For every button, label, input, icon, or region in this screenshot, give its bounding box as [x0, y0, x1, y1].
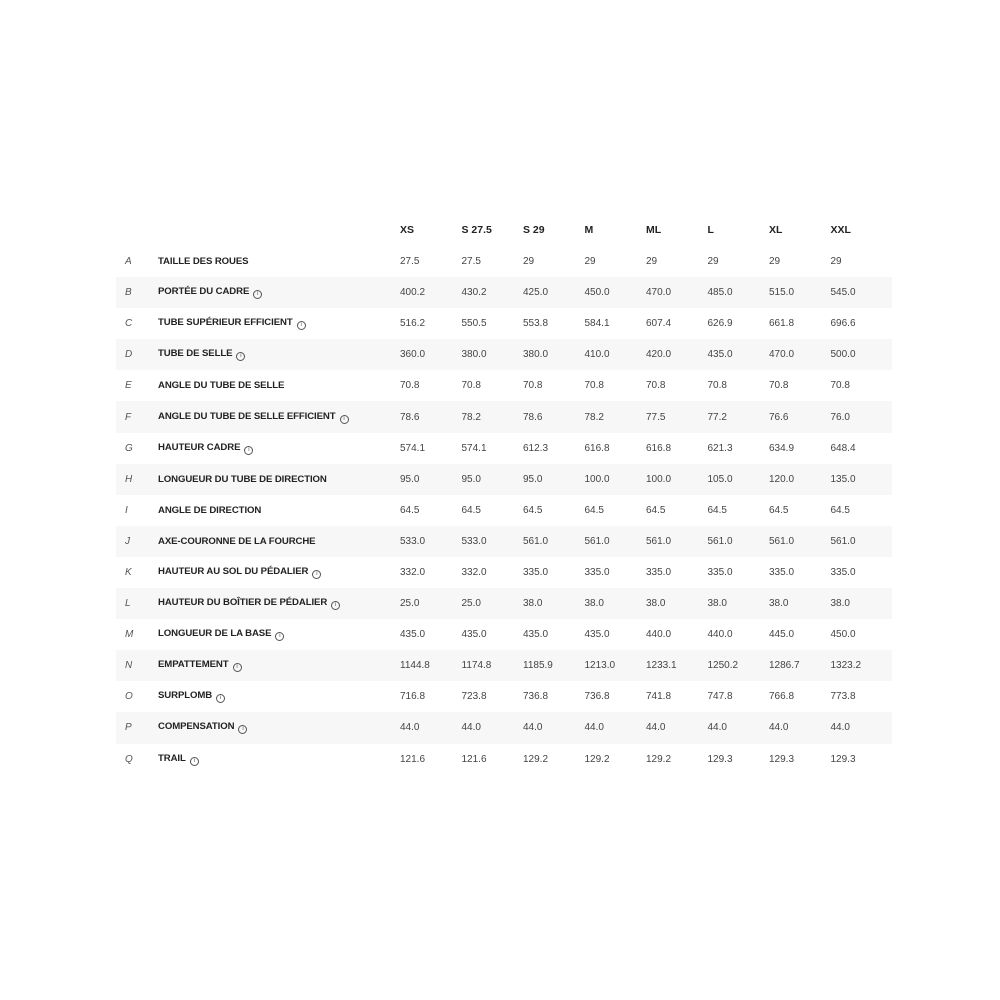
value-cell: 420.0 [646, 339, 708, 370]
table-row [116, 246, 892, 277]
value-cell: 561.0 [646, 526, 708, 557]
value-cell: 550.5 [461, 318, 487, 330]
value-cell: 121.6 [461, 753, 487, 765]
value-cell: 607.4 [646, 318, 672, 330]
value-cell: 44.0 [400, 712, 462, 743]
row-label: HAUTEUR AU SOL DU PÉDALIER [158, 565, 309, 577]
value-cell: 29 [523, 256, 535, 268]
row-letter: D [116, 339, 158, 370]
value-cell: 736.8 [523, 691, 549, 703]
row-label: ANGLE DE DIRECTION [158, 504, 262, 516]
value-cell: 64.5 [646, 504, 666, 516]
info-icon[interactable]: i [236, 352, 245, 361]
value-cell: 76.6 [769, 401, 831, 432]
value-cell: 561.0 [523, 526, 585, 557]
row-letter: F [116, 401, 158, 432]
value-cell: 135.0 [831, 464, 893, 495]
row-label: LONGUEUR DE LA BASE [158, 628, 272, 640]
row-label: ANGLE DU TUBE DE SELLE EFFICIENT [158, 410, 336, 422]
value-cell: 612.3 [523, 442, 549, 454]
value-cell: 545.0 [831, 277, 893, 308]
table-row [116, 526, 892, 557]
row-label-cell [158, 308, 400, 339]
row-label-cell [158, 277, 400, 308]
table-row [116, 650, 892, 681]
info-icon[interactable]: i [253, 290, 262, 299]
value-cell: 533.0 [400, 526, 462, 557]
value-cell: 64.5 [461, 504, 481, 516]
value-cell: 129.3 [769, 753, 795, 765]
value-cell: 1174.8 [462, 650, 524, 681]
value-cell: 44.0 [646, 712, 708, 743]
value-cell: 766.8 [769, 691, 795, 703]
header-blank-label [158, 214, 400, 246]
size-header-5: L [707, 224, 714, 236]
value-cell: 435.0 [400, 629, 426, 641]
value-cell: 25.0 [400, 588, 462, 619]
row-letter: J [116, 526, 158, 557]
value-cell: 561.0 [831, 526, 893, 557]
value-cell: 335.0 [523, 566, 549, 578]
value-cell: 716.8 [400, 691, 426, 703]
table-row [116, 433, 892, 464]
value-cell: 574.1 [461, 442, 487, 454]
value-cell: 410.0 [585, 339, 647, 370]
value-cell: 616.8 [584, 442, 610, 454]
value-cell: 64.5 [707, 504, 727, 516]
geometry-rows [116, 246, 892, 775]
value-cell: 440.0 [646, 629, 672, 641]
value-cell: 435.0 [708, 339, 770, 370]
row-label: PORTÉE DU CADRE [158, 286, 250, 298]
value-cell: 747.8 [707, 691, 733, 703]
value-cell: 435.0 [523, 629, 549, 641]
value-cell: 29 [584, 256, 596, 268]
value-cell: 400.2 [400, 277, 462, 308]
value-cell: 44.0 [462, 712, 524, 743]
row-label-cell [158, 619, 400, 650]
table-row [116, 557, 892, 588]
row-letter: N [116, 650, 158, 681]
row-label: TRAIL [158, 752, 186, 764]
size-header-7: XXL [830, 224, 851, 236]
info-icon[interactable]: i [244, 446, 253, 455]
value-cell: 44.0 [523, 712, 585, 743]
value-cell: 70.8 [584, 380, 604, 392]
size-header-2: S 29 [523, 224, 545, 236]
value-cell: 64.5 [523, 504, 543, 516]
value-cell: 100.0 [585, 464, 647, 495]
value-cell: 100.0 [646, 464, 708, 495]
value-cell: 561.0 [585, 526, 647, 557]
row-letter: H [116, 464, 158, 495]
geometry-table [116, 214, 892, 775]
value-cell: 335.0 [646, 566, 672, 578]
value-cell: 661.8 [769, 318, 795, 330]
value-cell: 70.8 [830, 380, 850, 392]
value-cell: 1250.2 [708, 650, 770, 681]
info-icon[interactable]: i [233, 663, 242, 672]
value-cell: 648.4 [830, 442, 856, 454]
value-cell: 29 [830, 256, 842, 268]
row-label: EMPATTEMENT [158, 659, 229, 671]
value-cell: 634.9 [769, 442, 795, 454]
value-cell: 616.8 [646, 442, 672, 454]
size-header-0: XS [400, 224, 415, 236]
table-row [116, 401, 892, 432]
row-label-cell [158, 401, 400, 432]
row-label-cell [158, 650, 400, 681]
table-row [116, 495, 892, 526]
value-cell: 70.8 [769, 380, 789, 392]
value-cell: 335.0 [769, 566, 795, 578]
row-letter: A [125, 256, 132, 268]
value-cell: 38.0 [646, 588, 708, 619]
table-row [116, 339, 892, 370]
row-letter: C [125, 318, 133, 330]
value-cell: 723.8 [461, 691, 487, 703]
row-label-cell [158, 744, 400, 775]
value-cell: 533.0 [462, 526, 524, 557]
value-cell: 95.0 [462, 464, 524, 495]
row-letter: B [116, 277, 158, 308]
value-cell: 485.0 [708, 277, 770, 308]
value-cell: 574.1 [400, 442, 426, 454]
value-cell: 129.3 [830, 753, 856, 765]
size-header-3: M [584, 224, 594, 236]
row-label: HAUTEUR CADRE [158, 441, 241, 453]
table-row [116, 464, 892, 495]
value-cell: 332.0 [461, 566, 487, 578]
row-letter: I [125, 504, 128, 516]
value-cell: 64.5 [584, 504, 604, 516]
value-cell: 27.5 [461, 256, 481, 268]
row-label: HAUTEUR DU BOÎTIER DE PÉDALIER [158, 597, 328, 609]
info-icon[interactable]: i [312, 570, 321, 579]
size-header-6: XL [769, 224, 783, 236]
value-cell: 105.0 [708, 464, 770, 495]
size-header-1: S 27.5 [461, 224, 492, 236]
value-cell: 360.0 [400, 339, 462, 370]
row-label: TUBE SUPÉRIEUR EFFICIENT [158, 317, 293, 329]
value-cell: 95.0 [400, 464, 462, 495]
table-row [116, 619, 892, 650]
value-cell: 1323.2 [831, 650, 893, 681]
value-cell: 773.8 [830, 691, 856, 703]
info-icon[interactable]: i [331, 601, 340, 610]
row-label-cell [158, 495, 400, 526]
table-row [116, 712, 892, 743]
value-cell: 70.8 [400, 380, 420, 392]
value-cell: 430.2 [462, 277, 524, 308]
info-icon[interactable]: i [297, 321, 306, 330]
value-cell: 70.8 [707, 380, 727, 392]
value-cell: 44.0 [831, 712, 893, 743]
value-cell: 44.0 [585, 712, 647, 743]
value-cell: 27.5 [400, 256, 420, 268]
value-cell: 77.2 [708, 401, 770, 432]
value-cell: 335.0 [584, 566, 610, 578]
info-icon[interactable]: i [190, 757, 199, 766]
row-label: COMPENSATION [158, 721, 235, 733]
value-cell: 121.6 [400, 753, 426, 765]
value-cell: 38.0 [585, 588, 647, 619]
value-cell: 435.0 [461, 629, 487, 641]
value-cell: 78.6 [400, 401, 462, 432]
row-label: SURPLOMB [158, 690, 213, 702]
value-cell: 64.5 [400, 504, 420, 516]
value-cell: 38.0 [831, 588, 893, 619]
value-cell: 335.0 [707, 566, 733, 578]
value-cell: 29 [769, 256, 781, 268]
value-cell: 470.0 [769, 339, 831, 370]
value-cell: 380.0 [523, 339, 585, 370]
value-cell: 380.0 [462, 339, 524, 370]
row-label: TAILLE DES ROUES [158, 256, 249, 268]
row-label-cell [158, 681, 400, 712]
row-label-cell [158, 712, 400, 743]
value-cell: 70.8 [461, 380, 481, 392]
row-letter: P [116, 712, 158, 743]
table-row [116, 308, 892, 339]
value-cell: 500.0 [831, 339, 893, 370]
value-cell: 621.3 [707, 442, 733, 454]
row-letter: K [125, 566, 132, 578]
value-cell: 25.0 [462, 588, 524, 619]
value-cell: 120.0 [769, 464, 831, 495]
value-cell: 78.6 [523, 401, 585, 432]
row-letter: G [125, 442, 133, 454]
row-label-cell [158, 588, 400, 619]
value-cell: 470.0 [646, 277, 708, 308]
value-cell: 38.0 [769, 588, 831, 619]
row-label-cell [158, 339, 400, 370]
value-cell: 1185.9 [523, 650, 585, 681]
info-icon[interactable]: i [275, 632, 284, 641]
table-row [116, 744, 892, 775]
value-cell: 332.0 [400, 566, 426, 578]
row-letter: Q [125, 753, 133, 765]
value-cell: 129.2 [646, 753, 672, 765]
value-cell: 64.5 [769, 504, 789, 516]
value-cell: 29 [707, 256, 719, 268]
table-row [116, 588, 892, 619]
row-label-cell [158, 526, 400, 557]
value-cell: 70.8 [646, 380, 666, 392]
info-icon[interactable]: i [340, 415, 349, 424]
value-cell: 515.0 [769, 277, 831, 308]
value-cell: 1233.1 [646, 650, 708, 681]
value-cell: 38.0 [523, 588, 585, 619]
value-cell: 77.5 [646, 401, 708, 432]
value-cell: 44.0 [769, 712, 831, 743]
info-icon[interactable]: i [238, 725, 247, 734]
value-cell: 741.8 [646, 691, 672, 703]
value-cell: 440.0 [707, 629, 733, 641]
value-cell: 78.2 [585, 401, 647, 432]
value-cell: 64.5 [830, 504, 850, 516]
info-icon[interactable]: i [216, 694, 225, 703]
value-cell: 561.0 [769, 526, 831, 557]
row-letter: M [125, 629, 134, 641]
value-cell: 450.0 [830, 629, 856, 641]
value-cell: 1286.7 [769, 650, 831, 681]
row-label-cell [158, 370, 400, 401]
row-letter: O [125, 691, 133, 703]
value-cell: 29 [646, 256, 658, 268]
value-cell: 1213.0 [585, 650, 647, 681]
size-header-4: ML [646, 224, 662, 236]
value-cell: 445.0 [769, 629, 795, 641]
value-cell: 129.3 [707, 753, 733, 765]
row-letter: E [125, 380, 132, 392]
table-row [116, 277, 892, 308]
row-label-cell [158, 464, 400, 495]
value-cell: 78.2 [462, 401, 524, 432]
value-cell: 553.8 [523, 318, 549, 330]
value-cell: 626.9 [707, 318, 733, 330]
row-letter: L [116, 588, 158, 619]
value-cell: 38.0 [708, 588, 770, 619]
value-cell: 435.0 [584, 629, 610, 641]
value-cell: 696.6 [830, 318, 856, 330]
row-label: AXE-COURONNE DE LA FOURCHE [158, 535, 316, 547]
value-cell: 129.2 [584, 753, 610, 765]
value-cell: 584.1 [584, 318, 610, 330]
value-cell: 450.0 [585, 277, 647, 308]
size-header-row [116, 214, 892, 246]
row-label-cell [158, 557, 400, 588]
value-cell: 425.0 [523, 277, 585, 308]
value-cell: 1144.8 [400, 650, 462, 681]
value-cell: 95.0 [523, 464, 585, 495]
row-label: LONGUEUR DU TUBE DE DIRECTION [158, 473, 327, 485]
row-label-cell [158, 246, 400, 277]
row-label-cell [158, 433, 400, 464]
value-cell: 44.0 [708, 712, 770, 743]
value-cell: 70.8 [523, 380, 543, 392]
value-cell: 129.2 [523, 753, 549, 765]
value-cell: 561.0 [708, 526, 770, 557]
table-row [116, 370, 892, 401]
value-cell: 516.2 [400, 318, 426, 330]
row-label: TUBE DE SELLE [158, 348, 233, 360]
value-cell: 335.0 [830, 566, 856, 578]
value-cell: 76.0 [831, 401, 893, 432]
row-label: ANGLE DU TUBE DE SELLE [158, 380, 285, 392]
table-row [116, 681, 892, 712]
value-cell: 736.8 [584, 691, 610, 703]
header-blank-letter [116, 214, 158, 246]
